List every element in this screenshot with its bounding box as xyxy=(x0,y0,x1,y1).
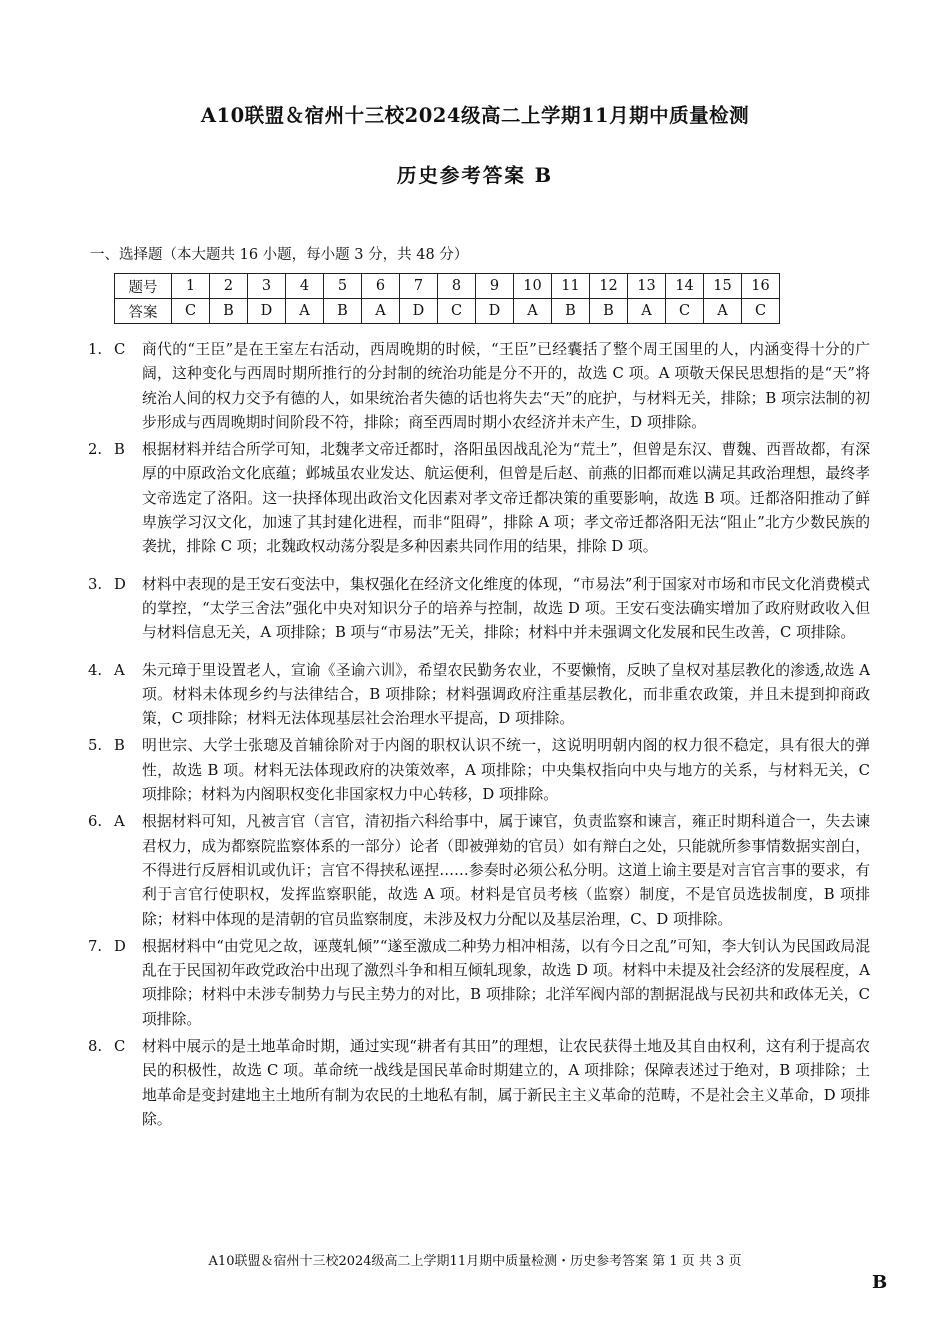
row-label: 题号 xyxy=(115,274,172,299)
answer-cell: B xyxy=(324,299,362,324)
question-number: 15 xyxy=(704,274,742,299)
question-number: 12 xyxy=(590,274,628,299)
question-number: 3 xyxy=(248,274,286,299)
answer-cell: B xyxy=(552,299,590,324)
item-number: 8. xyxy=(88,1038,103,1056)
item-text: 朱元璋于里设置老人，宣谕《圣谕六训》，希望农民勤务农业，不要懒惰，反映了皇权对基层教化的渗透,故选 A 项。材料未体现乡约与法律结合，B 项排除；材料强调政府注重基层教化，而非重农政策，并且未提到抑商政策，C 项排除；材料无法体现基层社会治理水平提高，D 项排除。 xyxy=(142,661,870,728)
page-footer: A10联盟＆宿州十三校2024级高二上学期11月期中质量检测・历史参考答案 第 1 页 共 3 页 xyxy=(208,1254,742,1269)
item-text: 材料中展示的是土地革命时期，通过实现“耕者有其田”的理想，让农民获得土地及其自由权利，这有利于提高农民的积极性，故选 C 项。革命统一战线是国民革命时期建立的，A 项排除；保障表述过于绝对，B 项排除；土地革命是变封建地主土地所有制为农民的土地私有制，属于新民主主义革命的范畴，不是社会主义革命，D 项排除。 xyxy=(142,1038,870,1128)
question-number: 13 xyxy=(628,274,666,299)
question-number: 5 xyxy=(324,274,362,299)
row-label: 答案 xyxy=(115,299,172,324)
item-answer: B xyxy=(114,737,125,755)
explanation-item xyxy=(88,810,870,931)
item-number: 2. xyxy=(88,441,103,459)
answer-cell: A xyxy=(704,299,742,324)
answer-cell: C xyxy=(742,299,780,324)
item-text: 商代的“王臣”是在王室左右活动，西周晚期的时候，“王臣”已经囊括了整个周王国里的人，内涵变得十分的广阔，这种变化与西周时期所推行的分封制的统治功能是分不开的，故选 C 项。A 项敬天保民思想指的是“天”将统治人间的权力交予有德的人，如果统治者失德的话也将失去“天”的庇护，与材料无关，排除；B 项宗法制的初步形成与西周晚期时间阶段不符，排除；商至西周时期小农经济并未产生，D 项排除。 xyxy=(142,341,870,431)
item-text: 明世宗、大学士张璁及首辅徐阶对于内阁的职权认识不统一，这说明明朝内阁的权力很不稳定，具有很大的弹性，故选 B 项。材料无法体现政府的决策效率，A 项排除；中央集权指向中央与地方的关系，与材料无关，C 项排除；材料为内阁职权变化非国家权力中心转移，D 项排除。 xyxy=(142,737,870,804)
question-number: 1 xyxy=(172,274,210,299)
document-subtitle: 历史参考答案 B xyxy=(396,164,554,187)
answer-cell: B xyxy=(590,299,628,324)
document-title: A10联盟＆宿州十三校2024级高二上学期11月期中质量检测 xyxy=(200,104,750,127)
explanation-item xyxy=(88,1035,870,1132)
answer-cell: B xyxy=(210,299,248,324)
version-mark: B xyxy=(872,1272,888,1293)
question-number: 16 xyxy=(742,274,780,299)
answer-cell: D xyxy=(476,299,514,324)
answer-row xyxy=(115,299,780,324)
question-number: 9 xyxy=(476,274,514,299)
answer-cell: A xyxy=(628,299,666,324)
answer-cell: C xyxy=(438,299,476,324)
section-heading: 一、选择题（本大题共 16 小题，每小题 3 分，共 48 分） xyxy=(90,247,469,263)
item-number: 4. xyxy=(88,661,103,679)
question-number: 7 xyxy=(400,274,438,299)
answer-cell: C xyxy=(666,299,704,324)
item-number: 5. xyxy=(88,737,103,755)
question-number: 4 xyxy=(286,274,324,299)
answer-cell: D xyxy=(248,299,286,324)
answer-cell: C xyxy=(172,299,210,324)
item-number: 7. xyxy=(88,937,103,955)
question-number: 8 xyxy=(438,274,476,299)
item-answer: D xyxy=(114,575,126,593)
explanation-item xyxy=(88,734,870,807)
answer-table xyxy=(114,273,780,324)
item-answer: A xyxy=(114,813,125,831)
item-text: 根据材料中“由党见之故，诬蔑轧倾”“遂至激成二种势力相冲相荡，以有今日之乱”可知，李大钊认为民国政局混乱在于民国初年政党政治中出现了激烈斗争和相互倾轧现象，故选 D 项。材料中未提及社会经济的发展程度，A 项排除；材料中未涉专制势力与民主势力的对比，B 项排除；北洋军阀内部的割据混战与民初共和政体无关，C 项排除。 xyxy=(142,937,870,1028)
answer-cell: A xyxy=(362,299,400,324)
item-answer: B xyxy=(114,441,125,459)
answer-cell: A xyxy=(514,299,552,324)
question-number: 14 xyxy=(666,274,704,299)
question-number: 10 xyxy=(514,274,552,299)
item-answer: C xyxy=(114,341,126,358)
item-answer: D xyxy=(114,937,126,955)
question-number: 6 xyxy=(362,274,400,299)
explanation-list xyxy=(88,338,870,1135)
item-number: 6. xyxy=(88,813,103,831)
item-text: 材料中表现的是王安石变法中，集权强化在经济文化维度的体现，“市易法”利于国家对市场和市民文化消费模式的掌控，“太学三舍法”强化中央对知识分子的培养与控制，故选 D 项。王安石变法确实增加了政府财政收入但与材料信息无关，A 项排除；B 项与“市易法”无关，排除；材料中并未强调文化发展和民生改善，C 项排除。 xyxy=(142,575,870,642)
answer-cell: D xyxy=(400,299,438,324)
item-number: 3. xyxy=(88,575,103,593)
item-number: 1. xyxy=(88,341,103,358)
question-number-row xyxy=(115,274,780,299)
explanation-item xyxy=(88,338,870,435)
explanation-item xyxy=(88,573,870,646)
question-number: 11 xyxy=(552,274,590,299)
explanation-item xyxy=(88,659,870,732)
item-answer: C xyxy=(114,1038,126,1056)
explanation-item xyxy=(88,935,870,1032)
explanation-item xyxy=(88,438,870,559)
item-text: 根据材料并结合所学可知，北魏孝文帝迁都时，洛阳虽因战乱沦为“荒土”，但曾是东汉、曹魏、西晋故都，有深厚的中原政治文化底蕴；邺城虽农业发达、航运便利，但曾是后赵、前燕的旧都而难以满足其政治理想，最终孝文帝选定了洛阳。这一抉择体现出政治文化因素对孝文帝迁都决策的重要影响，故选 B 项。迁都洛阳推动了鲜卑族学习汉文化，加速了其封建化进程，而非“阻碍”，排除 A 项；孝文帝迁都洛阳无法“阻止”北方少数民族的袭扰，排除 C 项；北魏政权动荡分裂是多种因素共同作用的结果，排除 D 项。 xyxy=(142,441,870,556)
item-answer: A xyxy=(114,661,125,679)
question-number: 2 xyxy=(210,274,248,299)
answer-cell: A xyxy=(286,299,324,324)
item-text: 根据材料可知，凡被言官（言官，清初指六科给事中，属于谏官，负责监察和谏言，雍正时期科道合一，失去谏君权力，成为都察院监察体系的一部分）论者（即被弹劾的官员）如有辩白之处，只能就所参事情数据实剖白，不得进行反唇相讥或仇讦；言官不得挟私诬捏……参奏时必须公私分明。这道上谕主要是对言官言事的要求，有利于言官行使职权，发挥监察职能，故选 A 项。材料是官员考核（监察）制度，不是官员选拔制度，B 项排除；材料中体现的是清朝的官员监察制度，未涉及权力分配以及基层治理，C、D 项排除。 xyxy=(142,813,870,928)
